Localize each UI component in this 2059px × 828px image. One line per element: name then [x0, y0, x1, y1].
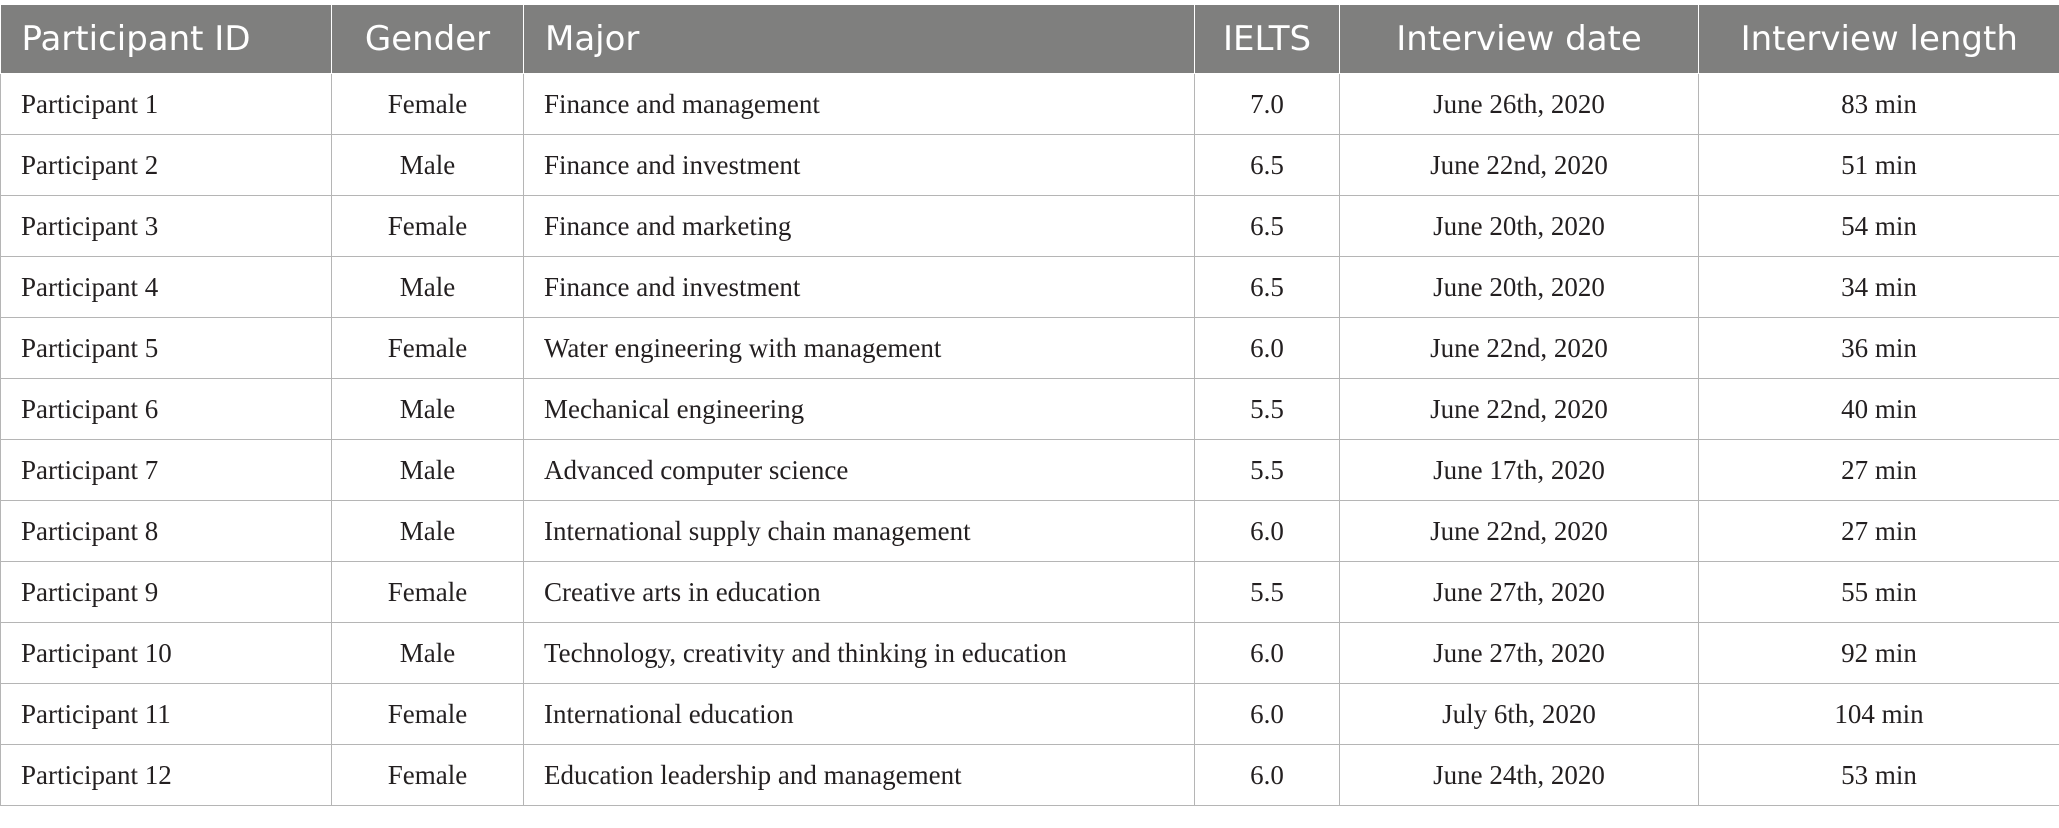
cell-interview-date: June 27th, 2020: [1340, 623, 1699, 684]
cell-ielts: 5.5: [1195, 440, 1340, 501]
cell-interview-length: 27 min: [1699, 440, 2059, 501]
cell-major: Technology, creativity and thinking in education: [524, 623, 1195, 684]
participants-table: [0, 5, 2059, 806]
table-row: [1, 74, 2059, 135]
cell-interview-length: 40 min: [1699, 379, 2059, 440]
cell-participant-id: Participant 12: [1, 745, 332, 806]
cell-major: Finance and management: [524, 74, 1195, 135]
cell-gender: Male: [332, 501, 524, 562]
cell-participant-id: Participant 1: [1, 74, 332, 135]
participants-table-container: [0, 5, 2059, 806]
cell-ielts: 5.5: [1195, 379, 1340, 440]
cell-interview-date: June 24th, 2020: [1340, 745, 1699, 806]
column-header-participant-id: Participant ID: [1, 5, 332, 74]
cell-participant-id: Participant 6: [1, 379, 332, 440]
cell-interview-date: June 22nd, 2020: [1340, 135, 1699, 196]
cell-major: Creative arts in education: [524, 562, 1195, 623]
cell-interview-length: 55 min: [1699, 562, 2059, 623]
cell-participant-id: Participant 7: [1, 440, 332, 501]
cell-ielts: 6.0: [1195, 684, 1340, 745]
cell-ielts: 6.5: [1195, 196, 1340, 257]
table-header-row: [1, 5, 2059, 74]
cell-interview-date: June 22nd, 2020: [1340, 318, 1699, 379]
cell-interview-length: 53 min: [1699, 745, 2059, 806]
table-row: [1, 257, 2059, 318]
cell-interview-length: 104 min: [1699, 684, 2059, 745]
cell-major: Advanced computer science: [524, 440, 1195, 501]
table-row: [1, 135, 2059, 196]
cell-interview-date: June 20th, 2020: [1340, 196, 1699, 257]
cell-gender: Male: [332, 135, 524, 196]
cell-gender: Male: [332, 379, 524, 440]
cell-interview-length: 92 min: [1699, 623, 2059, 684]
table-row: [1, 501, 2059, 562]
cell-participant-id: Participant 8: [1, 501, 332, 562]
cell-interview-date: June 17th, 2020: [1340, 440, 1699, 501]
cell-ielts: 6.5: [1195, 257, 1340, 318]
cell-participant-id: Participant 11: [1, 684, 332, 745]
cell-interview-length: 36 min: [1699, 318, 2059, 379]
cell-interview-date: June 27th, 2020: [1340, 562, 1699, 623]
cell-ielts: 6.0: [1195, 745, 1340, 806]
table-row: [1, 379, 2059, 440]
table-row: [1, 196, 2059, 257]
table-row: [1, 684, 2059, 745]
cell-participant-id: Participant 9: [1, 562, 332, 623]
cell-ielts: 7.0: [1195, 74, 1340, 135]
cell-gender: Male: [332, 257, 524, 318]
cell-gender: Male: [332, 440, 524, 501]
column-header-gender: Gender: [332, 5, 524, 74]
cell-major: Education leadership and management: [524, 745, 1195, 806]
cell-gender: Female: [332, 562, 524, 623]
cell-participant-id: Participant 4: [1, 257, 332, 318]
cell-participant-id: Participant 5: [1, 318, 332, 379]
cell-gender: Female: [332, 684, 524, 745]
table-body: [1, 74, 2059, 806]
cell-major: Water engineering with management: [524, 318, 1195, 379]
cell-major: Finance and investment: [524, 257, 1195, 318]
cell-interview-length: 54 min: [1699, 196, 2059, 257]
table-row: [1, 562, 2059, 623]
table-row: [1, 318, 2059, 379]
cell-interview-date: June 26th, 2020: [1340, 74, 1699, 135]
column-header-interview-date: Interview date: [1340, 5, 1699, 74]
cell-ielts: 6.0: [1195, 318, 1340, 379]
cell-participant-id: Participant 3: [1, 196, 332, 257]
cell-interview-date: June 20th, 2020: [1340, 257, 1699, 318]
cell-gender: Female: [332, 196, 524, 257]
cell-participant-id: Participant 10: [1, 623, 332, 684]
column-header-major: Major: [524, 5, 1195, 74]
cell-ielts: 6.5: [1195, 135, 1340, 196]
table-row: [1, 440, 2059, 501]
cell-major: Mechanical engineering: [524, 379, 1195, 440]
cell-major: International supply chain management: [524, 501, 1195, 562]
column-header-ielts: IELTS: [1195, 5, 1340, 74]
cell-ielts: 5.5: [1195, 562, 1340, 623]
cell-interview-length: 27 min: [1699, 501, 2059, 562]
column-header-interview-length: Interview length: [1699, 5, 2059, 74]
cell-gender: Male: [332, 623, 524, 684]
cell-interview-date: July 6th, 2020: [1340, 684, 1699, 745]
cell-ielts: 6.0: [1195, 623, 1340, 684]
cell-gender: Female: [332, 318, 524, 379]
cell-major: International education: [524, 684, 1195, 745]
cell-major: Finance and investment: [524, 135, 1195, 196]
cell-gender: Female: [332, 745, 524, 806]
table-row: [1, 745, 2059, 806]
cell-major: Finance and marketing: [524, 196, 1195, 257]
cell-interview-date: June 22nd, 2020: [1340, 379, 1699, 440]
cell-interview-length: 83 min: [1699, 74, 2059, 135]
cell-interview-length: 51 min: [1699, 135, 2059, 196]
cell-participant-id: Participant 2: [1, 135, 332, 196]
cell-gender: Female: [332, 74, 524, 135]
cell-ielts: 6.0: [1195, 501, 1340, 562]
cell-interview-length: 34 min: [1699, 257, 2059, 318]
cell-interview-date: June 22nd, 2020: [1340, 501, 1699, 562]
table-row: [1, 623, 2059, 684]
